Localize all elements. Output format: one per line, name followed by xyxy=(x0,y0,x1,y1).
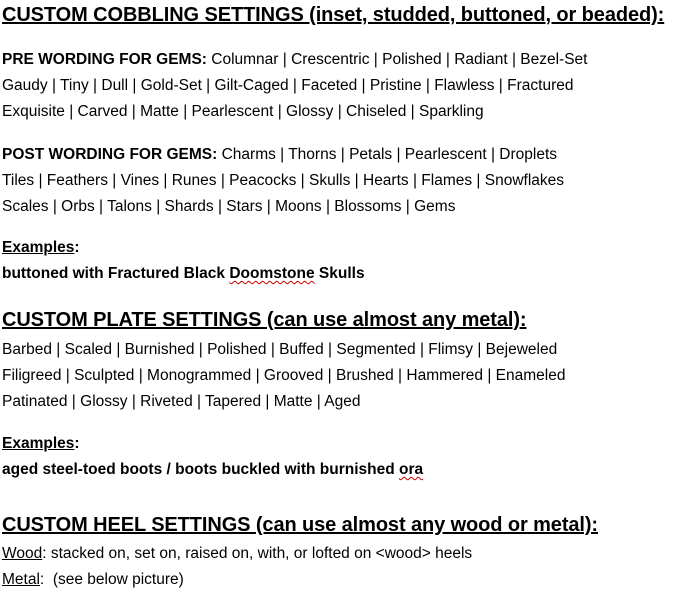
plate-example-flagged-word: ora xyxy=(399,461,424,478)
heel-metal-label: Metal xyxy=(2,571,40,588)
pre-wording-line-2: Gaudy | Tiny | Dull | Gold-Set | Gilt-Caged | Faceted | Pristine | Flawless | Fractured xyxy=(2,77,574,94)
heel-wood-line xyxy=(2,544,472,564)
heel-heading: CUSTOM HEEL SETTINGS (can use almost any wood or metal): xyxy=(2,514,598,536)
plate-example-text xyxy=(2,460,423,480)
plate-line-2: Filigreed | Sculpted | Monogrammed | Grooved | Brushed | Hammered | Enameled xyxy=(2,367,566,384)
post-wording-line-1 xyxy=(2,145,557,165)
pre-wording-values-1: Columnar | Crescentric | Polished | Radiant | Bezel-Set xyxy=(211,51,588,68)
heel-metal-text: : (see below picture) xyxy=(39,571,184,588)
plate-examples-heading xyxy=(2,434,80,454)
plate-examples-colon: : xyxy=(74,435,80,452)
post-wording-values-1: Charms | Thorns | Petals | Pearlescent | Droplets xyxy=(221,146,558,163)
heel-wood-text: : stacked on, set on, raised on, with, or lofted on <wood> heels xyxy=(42,545,473,562)
cobbling-examples-heading xyxy=(2,238,80,258)
pre-wording-line-1 xyxy=(2,50,587,70)
cobbling-heading: CUSTOM COBBLING SETTINGS (inset, studded, buttoned, or beaded): xyxy=(2,4,665,26)
post-wording-label: POST WORDING FOR GEMS: xyxy=(2,146,218,163)
plate-heading: CUSTOM PLATE SETTINGS (can use almost any metal): xyxy=(2,309,527,331)
plate-examples-label: Examples xyxy=(2,435,75,452)
cobbling-examples-colon: : xyxy=(74,239,80,256)
cobbling-example-post: Skulls xyxy=(314,265,365,282)
cobbling-example-flagged-word: Doomstone xyxy=(229,265,315,282)
plate-line-3: Patinated | Glossy | Riveted | Tapered | Matte | Aged xyxy=(2,393,361,410)
plate-line-1: Barbed | Scaled | Burnished | Polished | Buffed | Segmented | Flimsy | Bejeweled xyxy=(2,341,558,358)
cobbling-example-text xyxy=(2,264,365,284)
heel-wood-label: Wood xyxy=(2,545,43,562)
cobbling-example-pre: buttoned with Fractured Black xyxy=(2,265,230,282)
heel-metal-line xyxy=(2,570,184,590)
post-wording-line-3: Scales | Orbs | Talons | Shards | Stars | Moons | Blossoms | Gems xyxy=(2,198,456,215)
cobbling-examples-label: Examples xyxy=(2,239,75,256)
plate-example-pre: aged steel-toed boots / boots buckled with burnished xyxy=(2,461,399,478)
pre-wording-line-3: Exquisite | Carved | Matte | Pearlescent | Glossy | Chiseled | Sparkling xyxy=(2,103,484,120)
post-wording-line-2: Tiles | Feathers | Vines | Runes | Peacocks | Skulls | Hearts | Flames | Snowflakes xyxy=(2,172,565,189)
pre-wording-label: PRE WORDING FOR GEMS: xyxy=(2,51,207,68)
